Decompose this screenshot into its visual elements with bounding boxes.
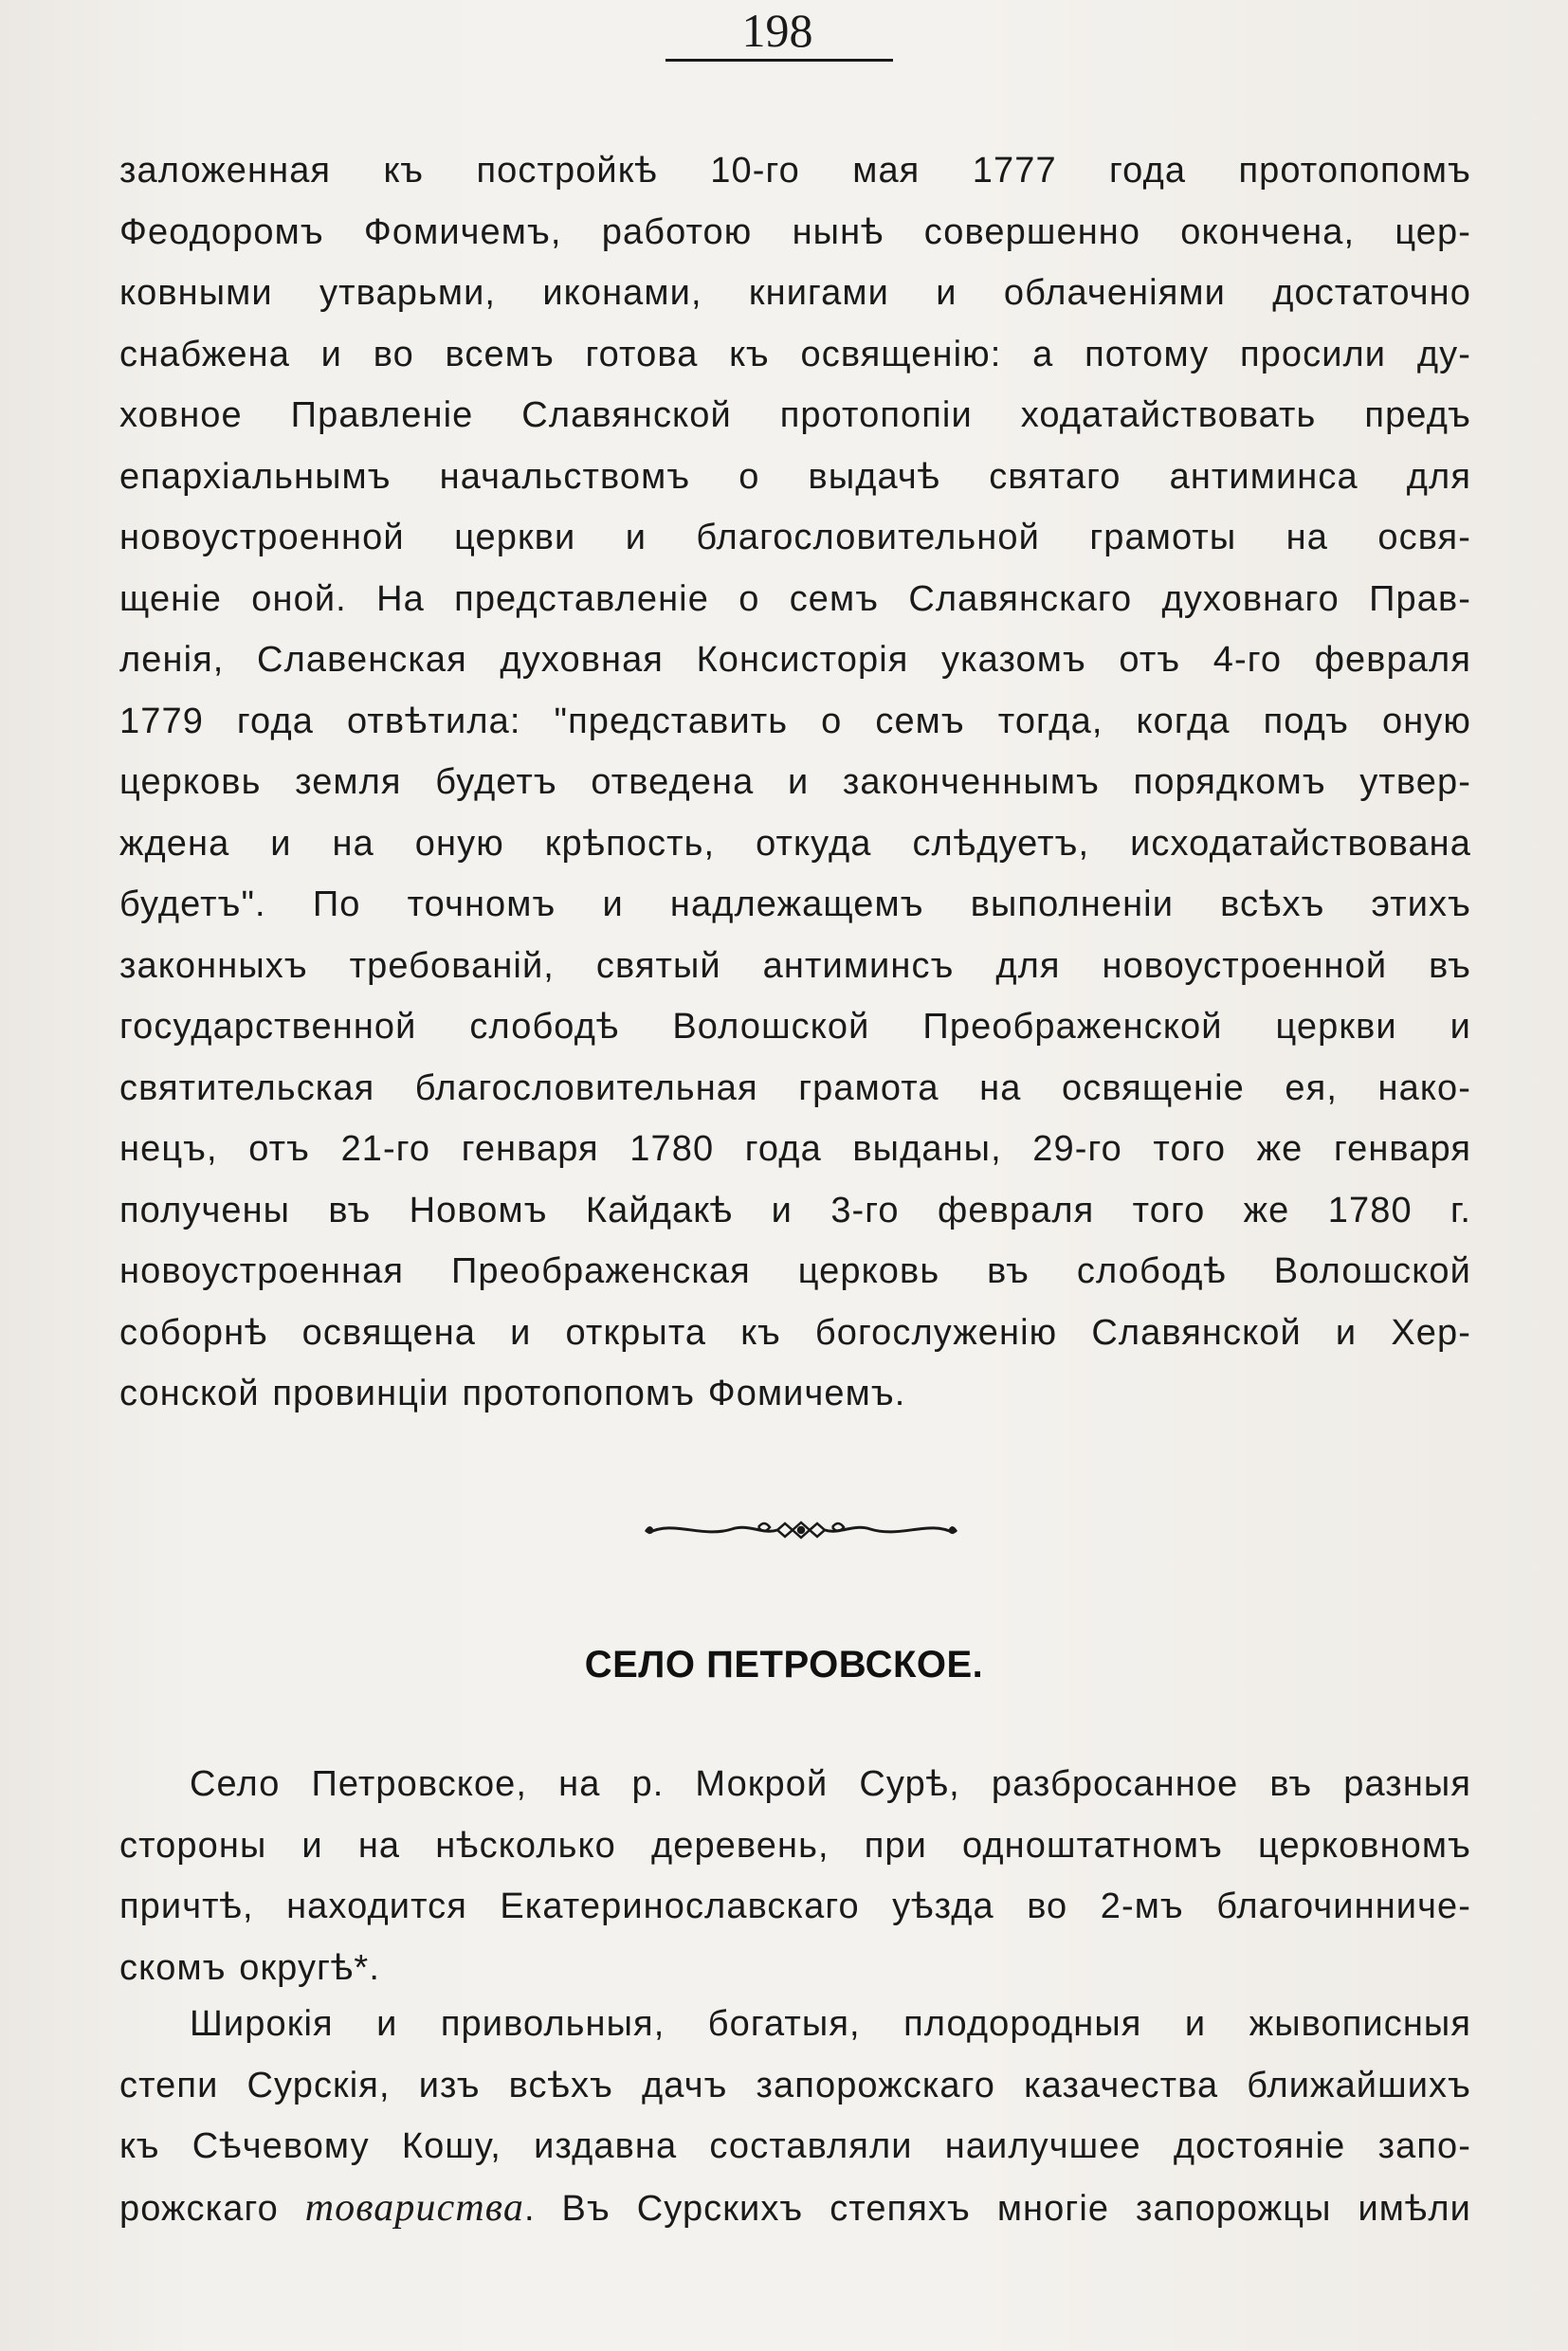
page-number-underline	[665, 59, 893, 62]
paragraph-sura-steppes	[119, 1994, 1471, 2238]
text-line: ковными утварьми, иконами, книгами и облаченіями достаточно	[119, 273, 1471, 313]
text-line: стороны и на нѣсколько деревень, при одноштатномъ церковномъ	[119, 1825, 1471, 1866]
text-line: ждена и на оную крѣпость, откуда слѣдуетъ, исходатайствована	[119, 823, 1471, 864]
text-line: причтѣ, находится Екатеринославскаго уѣзда во 2-мъ благочинниче-	[119, 1886, 1471, 1926]
text-line: скомъ округѣ*.	[119, 1947, 380, 1988]
text-line: церковь земля будетъ отведена и законченнымъ порядкомъ утвер-	[119, 762, 1471, 802]
text-line: соборнѣ освящена и открыта къ богослуженію Славянской и Хер-	[119, 1312, 1471, 1353]
text-line: нецъ, отъ 21-го генваря 1780 года выданы, 29-го того же генваря	[119, 1129, 1471, 1169]
text-fragment: рожскаго	[119, 2188, 305, 2229]
text-line: святительская благословительная грамота на освященіе ея, нако-	[119, 1067, 1471, 1108]
text-line: щеніе оной. На представленіе о семъ Славянскаго духовнаго Прав-	[119, 578, 1471, 619]
text-line: ленія, Славенская духовная Консисторія указомъ отъ 4-го февраля	[119, 640, 1471, 680]
text-line: получены въ Новомъ Кайдакѣ и 3-го февраля того же 1780 г.	[119, 1190, 1471, 1230]
text-line: сонской провинціи протопопомъ Фомичемъ.	[119, 1374, 906, 1413]
text-line: законныхъ требованій, святый антиминсъ для новоустроенной въ	[119, 945, 1471, 986]
paragraph-village-location	[119, 1754, 1471, 1998]
text-line: Село Петровское, на р. Мокрой Сурѣ, разбросанное въ разныя	[190, 1764, 1471, 1804]
text-line: новоустроенной церкви и благословительной грамоты на освя-	[119, 518, 1471, 557]
text-line: будетъ". По точномъ и надлежащемъ выполненіи всѣхъ этихъ	[119, 884, 1471, 924]
text-line: Широкія и привольныя, богатыя, плодородныя и жывописныя	[190, 2004, 1471, 2044]
text-line: ховное Правленіе Славянской протопопіи ходатайствовать предъ	[119, 395, 1471, 435]
text-line: государственной слободѣ Волошской Преображенской церкви и	[119, 1007, 1471, 1047]
text-line	[119, 2178, 1471, 2239]
text-line: степи Сурскія, изъ всѣхъ дачъ запорожскаго казачества ближайшихъ	[119, 2065, 1471, 2105]
italic-term: товариства	[304, 2185, 524, 2230]
ornament-divider-icon	[645, 1510, 957, 1550]
text-line: къ Сѣчевому Кошу, издавна составляли наилучшее достояніе запо-	[119, 2126, 1471, 2166]
text-line: 1779 года отвѣтила: "представить о семъ тогда, когда подъ оную	[119, 701, 1471, 741]
text-line: новоустроенная Преображенская церковь въ слободѣ Волошской	[119, 1251, 1471, 1291]
text-line: епархіальнымъ начальствомъ о выдачѣ святаго антиминса для	[119, 456, 1471, 497]
page-number: 198	[741, 4, 813, 57]
paragraph-church-consecration	[119, 140, 1471, 1425]
text-fragment: . Въ Сурскихъ степяхъ многіе запорожцы имѣли	[523, 2188, 1471, 2229]
section-heading: СЕЛО ПЕТРОВСКОЕ.	[584, 1644, 984, 1686]
text-line: Феодоромъ Фомичемъ, работою нынѣ совершенно окончена, цер-	[119, 211, 1471, 252]
text-line: снабжена и во всемъ готова къ освященію: а потому просили ду-	[119, 334, 1471, 374]
text-line: заложенная къ постройкѣ 10-го мая 1777 года протопопомъ	[119, 151, 1471, 191]
